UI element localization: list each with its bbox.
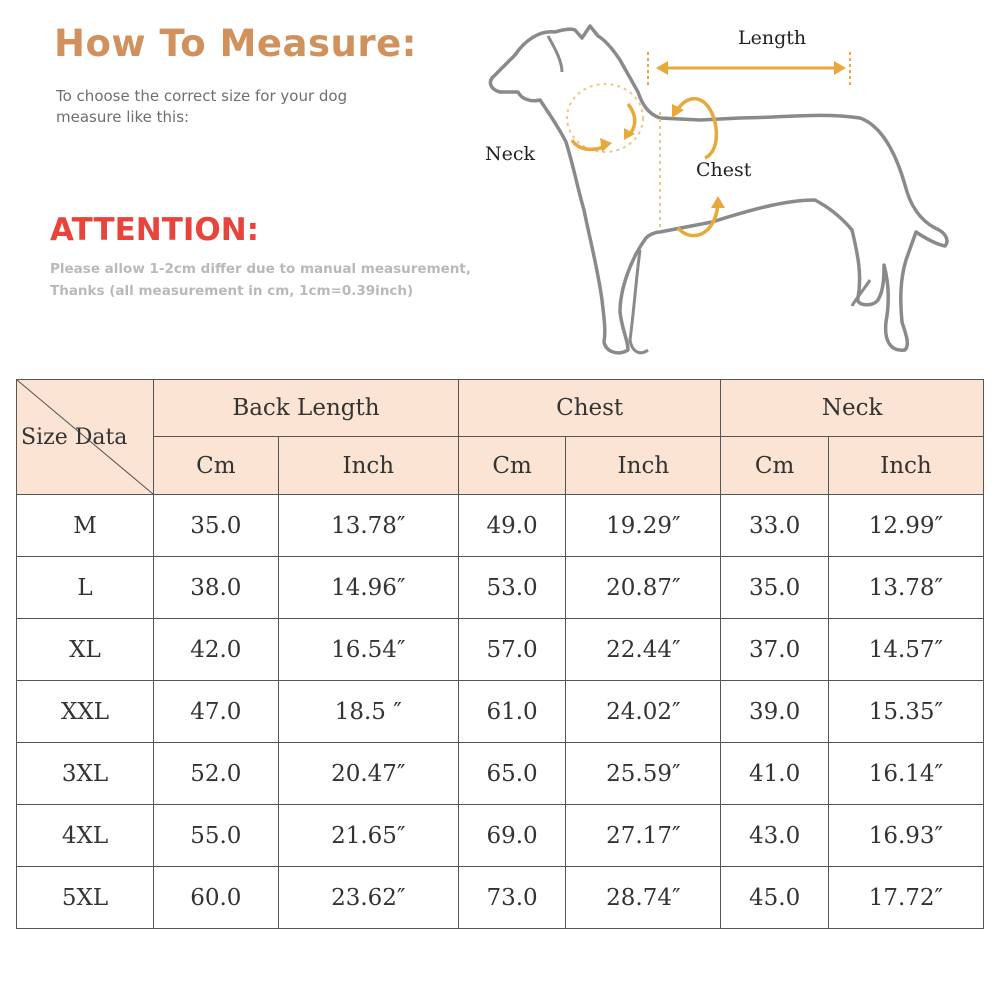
table-row — [17, 743, 984, 805]
measurement-cell: 18.5 ″ — [278, 681, 458, 743]
group-header-back-length: Back Length — [154, 380, 459, 437]
measurement-cell: 17.72″ — [828, 867, 983, 929]
measurement-cell: 52.0 — [154, 743, 279, 805]
table-row — [17, 557, 984, 619]
measurement-cell: 28.74″ — [566, 867, 721, 929]
measurement-cell: 38.0 — [154, 557, 279, 619]
table-row — [17, 805, 984, 867]
measurement-cell: 41.0 — [721, 743, 828, 805]
length-arrowhead-left — [656, 61, 668, 75]
dog-outline — [490, 26, 947, 353]
measurement-cell: 12.99″ — [828, 495, 983, 557]
measurement-cell: 14.96″ — [278, 557, 458, 619]
measurement-cell: 15.35″ — [828, 681, 983, 743]
measurement-cell: 25.59″ — [566, 743, 721, 805]
dog-ear — [548, 36, 562, 72]
size-cell: XL — [17, 619, 154, 681]
measurement-cell: 23.62″ — [278, 867, 458, 929]
table-row — [17, 867, 984, 929]
measurement-cell: 13.78″ — [278, 495, 458, 557]
unit-header-cell: Inch — [828, 437, 983, 495]
measurement-cell: 53.0 — [458, 557, 565, 619]
unit-header-cell: Inch — [566, 437, 721, 495]
measurement-cell: 16.14″ — [828, 743, 983, 805]
measurement-cell: 73.0 — [458, 867, 565, 929]
size-cell: XXL — [17, 681, 154, 743]
size-cell: M — [17, 495, 154, 557]
table-row — [17, 681, 984, 743]
measurement-cell: 35.0 — [721, 557, 828, 619]
measurement-cell: 43.0 — [721, 805, 828, 867]
corner-cell — [17, 380, 154, 495]
neck-label: Neck — [485, 143, 536, 165]
measurement-cell: 19.29″ — [566, 495, 721, 557]
unit-header-cell: Cm — [458, 437, 565, 495]
measurement-cell: 20.47″ — [278, 743, 458, 805]
unit-header-cell: Cm — [721, 437, 828, 495]
chest-arrow-upper — [676, 99, 716, 158]
measurement-cell: 27.17″ — [566, 805, 721, 867]
group-header-row — [17, 380, 984, 437]
subtitle: To choose the correct size for your dog measure like this: — [56, 87, 348, 126]
table-body — [17, 495, 984, 929]
measurement-cell: 35.0 — [154, 495, 279, 557]
note-line-1: Please allow 1-2cm differ due to manual measurement, — [50, 261, 471, 277]
measurement-cell: 33.0 — [721, 495, 828, 557]
size-cell: 4XL — [17, 805, 154, 867]
unit-header-cell: Inch — [278, 437, 458, 495]
corner-label: Size Data — [21, 425, 128, 450]
size-chart-table — [16, 379, 984, 929]
group-header-chest: Chest — [458, 380, 721, 437]
measurement-note — [50, 258, 520, 302]
measurement-cell: 24.02″ — [566, 681, 721, 743]
measurement-cell: 42.0 — [154, 619, 279, 681]
measurement-cell: 13.78″ — [828, 557, 983, 619]
dog-front-leg — [630, 250, 648, 353]
page-title: How To Measure: — [54, 22, 417, 65]
size-cell: L — [17, 557, 154, 619]
group-header-neck: Neck — [721, 380, 984, 437]
dog-measurement-diagram — [470, 10, 970, 380]
measurement-cell: 37.0 — [721, 619, 828, 681]
length-label: Length — [738, 27, 807, 49]
measurement-cell: 22.44″ — [566, 619, 721, 681]
attention-heading: ATTENTION: — [50, 212, 260, 248]
measurement-cell: 45.0 — [721, 867, 828, 929]
measurement-cell: 57.0 — [458, 619, 565, 681]
size-cell: 5XL — [17, 867, 154, 929]
measurement-cell: 20.87″ — [566, 557, 721, 619]
measurement-cell: 16.54″ — [278, 619, 458, 681]
neck-arrowhead — [600, 138, 612, 152]
chest-arrowhead-lower — [711, 196, 725, 208]
measurement-cell: 21.65″ — [278, 805, 458, 867]
measurement-cell: 61.0 — [458, 681, 565, 743]
measurement-cell: 69.0 — [458, 805, 565, 867]
measurement-cell: 47.0 — [154, 681, 279, 743]
chest-label: Chest — [696, 159, 752, 181]
table-row — [17, 619, 984, 681]
size-cell: 3XL — [17, 743, 154, 805]
measurement-cell: 14.57″ — [828, 619, 983, 681]
unit-header-cell: Cm — [154, 437, 279, 495]
length-arrowhead-right — [834, 61, 846, 75]
measurement-cell: 55.0 — [154, 805, 279, 867]
note-line-2: Thanks (all measurement in cm, 1cm=0.39inch) — [50, 283, 414, 299]
measurement-cell: 65.0 — [458, 743, 565, 805]
table-row — [17, 495, 984, 557]
measurement-cell: 39.0 — [721, 681, 828, 743]
measurement-cell: 49.0 — [458, 495, 565, 557]
measurement-cell: 60.0 — [154, 867, 279, 929]
measurement-cell: 16.93″ — [828, 805, 983, 867]
unit-header-row — [17, 437, 984, 495]
